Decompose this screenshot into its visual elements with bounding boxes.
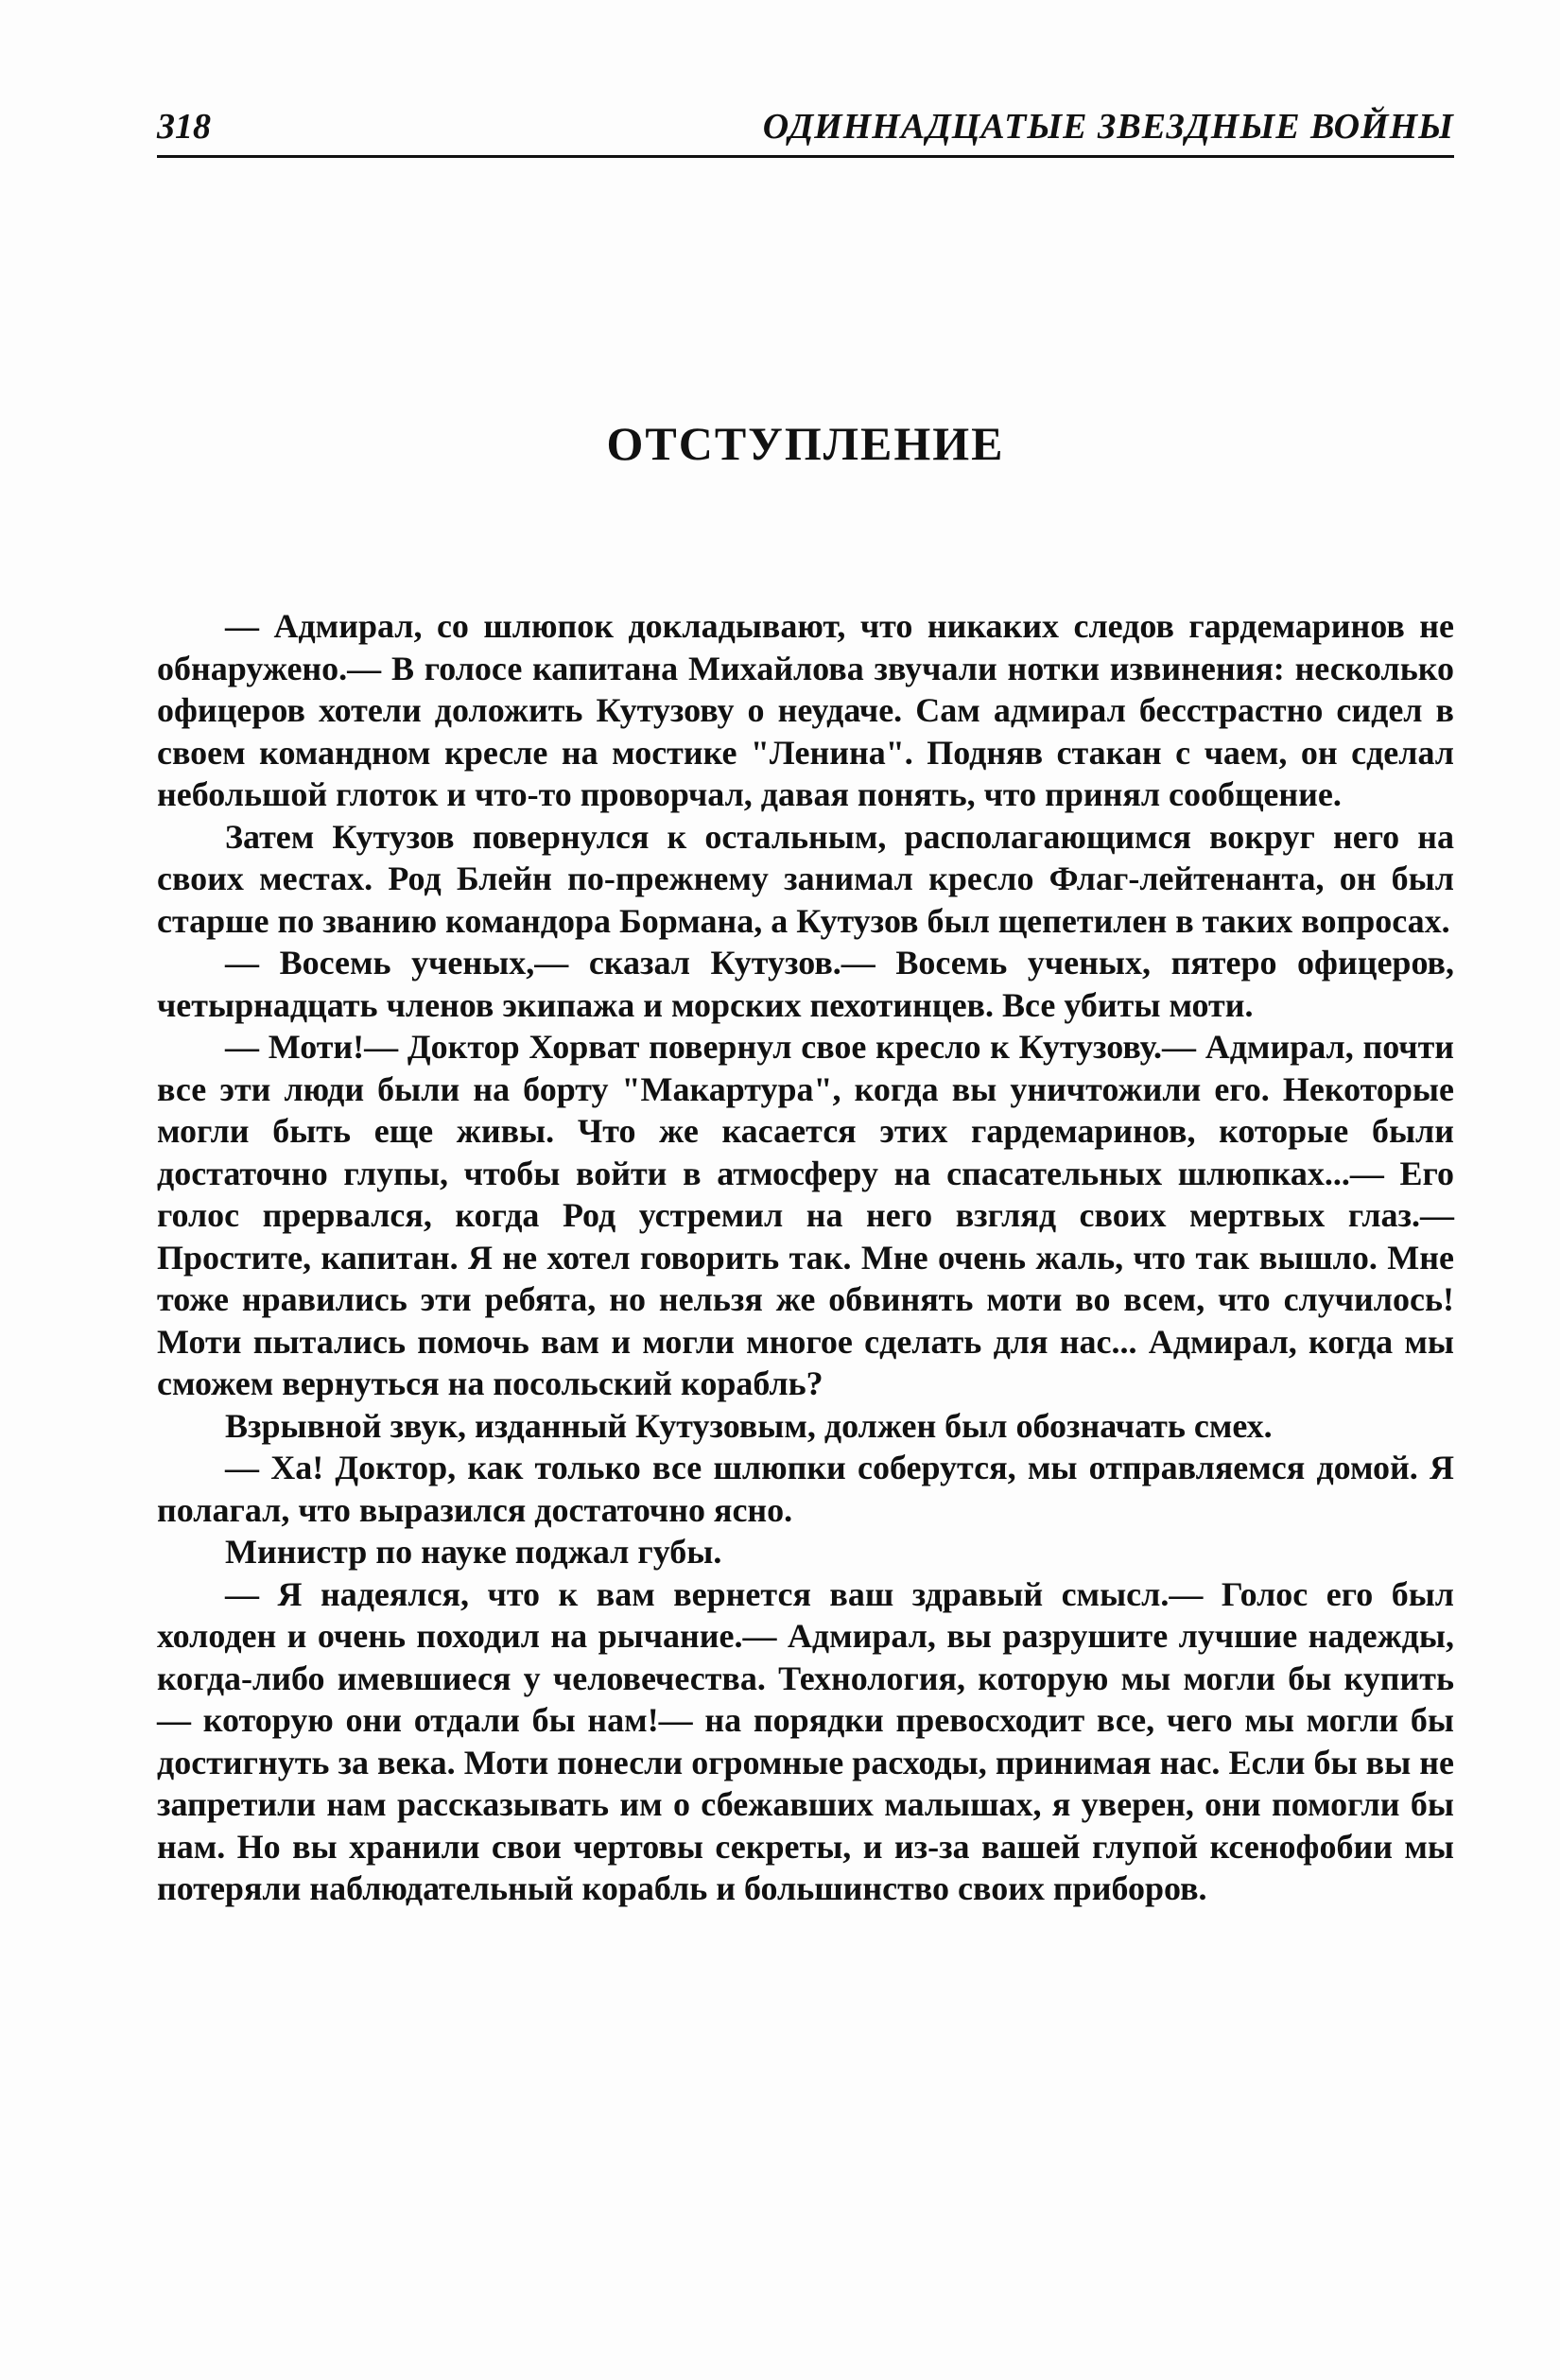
book-title: ОДИННАДЦАТЫЕ ЗВЕЗДНЫЕ ВОЙНЫ (762, 107, 1454, 147)
paragraph: Взрывной звук, изданный Кутузовым, должен был обозначать смех. (225, 1406, 1273, 1445)
paragraph: — Адмирал, со шлюпок докладывают, что никаких следов гардемаринов не обнаружено.— В голосе капитана Михайлова звучали нотки извинения: несколько офицеров хотели доложить Кутузову о неудаче. Сам адмирал бесстрастно сидел в своем командном кресле на мостике "Ленина". Подняв стакан с чаем, он сделал небольшой глоток и что-то проворчал, давая понять, что принял сообщение. (157, 607, 1454, 813)
paragraph: — Восемь ученых,— сказал Кутузов.— Восемь ученых, пятеро офицеров, четырнадцать членов экипажа и морских пехотинцев. Все убиты моти. (157, 944, 1454, 1024)
paragraph: — Моти!— Доктор Хорват повернул свое кресло к Кутузову.— Адмирал, почти все эти люди были на борту "Макартура", когда вы уничтожили его. Некоторые могли быть еще живы. Что же касается этих гардемаринов, которые были достаточно глупы, чтобы войти в атмосферу на спасательных шлюпках...— Его голос прервался, когда Род устремил на него взгляд своих мертвых глаз.— Простите, капитан. Я не хотел говорить так. Мне очень жаль, что так вышло. Мне тоже нравились эти ребята, но нельзя же обвинять моти во всем, что случилось! Моти пытались помочь вам и могли многое сделать для нас... Адмирал, когда мы сможем вернуться на посольский корабль? (157, 1028, 1454, 1402)
page-number: 318 (157, 107, 211, 147)
paragraph: Затем Кутузов повернулся к остальным, располагающимся вокруг него на своих местах. Род Блейн по-прежнему занимал кресло Флаг-лейтенанта, он был старше по званию командора Бормана, а Кутузов был щепетилен в таких вопросах. (157, 817, 1454, 940)
paragraph: — Ха! Доктор, как только все шлюпки соберутся, мы отправляемся домой. Я полагал, что выразился достаточно ясно. (157, 1449, 1454, 1529)
paragraph: — Я надеялся, что к вам вернется ваш здравый смысл.— Голос его был холоден и очень походил на рычание.— Адмирал, вы разрушите лучшие надежды, когда-либо имевшиеся у человечества. Технология, которую мы могли бы купить — которую они отдали бы нам!— на порядки превосходит все, чего мы могли бы достигнуть за века. Моти понесли огромные расходы, принимая нас. Если бы вы не запретили нам рассказывать им о сбежавших малышах, я уверен, они помогли бы нам. Но вы хранили свои чертовы секреты, и из-за вашей глупой ксенофобии мы потеряли наблюдательный корабль и большинство своих приборов. (157, 1574, 1454, 1907)
chapter-title: ОТСТУПЛЕНИЕ (606, 417, 1005, 470)
body-text (157, 605, 1454, 1910)
paragraph: Министр по науке поджал губы. (225, 1533, 722, 1571)
running-header (157, 98, 1454, 158)
